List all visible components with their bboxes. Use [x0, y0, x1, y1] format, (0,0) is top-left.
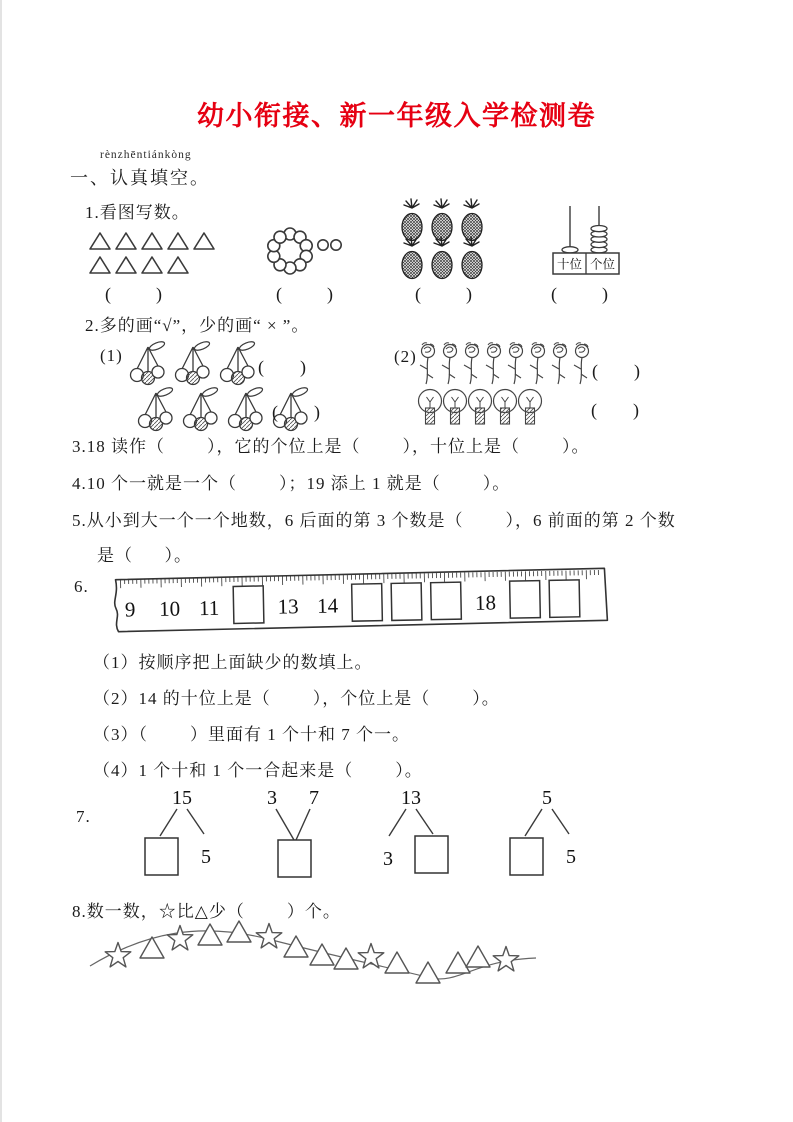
- q5-text-line2: 是（ ）。: [97, 546, 192, 565]
- q2-bulbs-blank[interactable]: ( ): [591, 400, 639, 420]
- svg-text:18: 18: [474, 590, 497, 615]
- svg-text:5: 5: [542, 787, 552, 809]
- q2-sub2-label: (2): [394, 347, 417, 366]
- q6-sub3: （3）（ ）里面有 1 个十和 7 个一。: [93, 725, 410, 744]
- svg-text:10: 10: [158, 596, 181, 621]
- q7-bond-1[interactable]: [136, 784, 228, 882]
- q1-triangles-figure: [86, 228, 236, 280]
- svg-text:9: 9: [124, 597, 136, 622]
- q1-label: 1.看图写数。: [85, 203, 190, 222]
- q6-sub4: （4）1 个十和 1 个一合起来是（ ）。: [93, 761, 423, 780]
- section-heading-pinyin: rènzhēntiánkòng: [100, 149, 192, 161]
- q2-roses-figure: [418, 341, 596, 391]
- q1-answer-blank-2[interactable]: ( ): [276, 284, 333, 304]
- q3-text: 3.18 读作（ ），它的个位上是（ ），十位上是（ ）。: [72, 437, 590, 456]
- q7-bond-4[interactable]: [501, 784, 593, 882]
- q8-wave-figure: [86, 918, 546, 998]
- q4-text: 4.10 个一就是一个（ ）；19 添上 1 就是（ ）。: [72, 474, 511, 493]
- svg-text:13: 13: [401, 787, 421, 809]
- q1-answer-blank-3[interactable]: ( ): [415, 284, 472, 304]
- section-heading: 一、认真填空。: [70, 168, 210, 188]
- svg-text:14: 14: [316, 593, 339, 618]
- svg-text:11: 11: [198, 595, 220, 621]
- q6-number: 6.: [74, 577, 89, 596]
- q7-number: 7.: [76, 807, 91, 826]
- svg-text:15: 15: [172, 787, 192, 809]
- q1-pineapples-figure: [396, 198, 491, 283]
- q1-abacus-figure: [545, 203, 637, 281]
- q2-cherries-top-blank[interactable]: ( ): [258, 357, 306, 377]
- q1-answer-blank-4[interactable]: ( ): [551, 284, 608, 304]
- svg-text:个位: 个位: [589, 257, 616, 272]
- svg-text:3: 3: [383, 848, 393, 870]
- q1-circles-figure: [263, 226, 353, 278]
- svg-text:7: 7: [309, 787, 319, 809]
- q5-text-line1: 5.从小到大一个一个地数，6 后面的第 3 个数是（ ），6 前面的第 2 个数: [72, 511, 676, 530]
- page-left-edge: [0, 0, 2, 1122]
- svg-text:5: 5: [201, 846, 211, 868]
- q1-answer-blank-1[interactable]: ( ): [105, 284, 162, 304]
- q2-cherries-bottom-blank[interactable]: ( ): [272, 402, 320, 422]
- q8-label: 8.数一数，☆比△少（ ）个。: [72, 902, 341, 921]
- q2-bulbs-figure: [418, 388, 546, 430]
- q6-ruler-figure[interactable]: [107, 563, 616, 641]
- q2-sub1-label: (1): [100, 346, 123, 365]
- q7-bond-3[interactable]: [365, 784, 457, 882]
- q2-roses-blank[interactable]: ( ): [592, 361, 640, 381]
- svg-text:13: 13: [277, 594, 299, 619]
- svg-text:十位: 十位: [556, 257, 583, 272]
- q7-bond-2[interactable]: [250, 784, 342, 882]
- q2-cherries-top-figure: [122, 342, 267, 390]
- q2-label: 2.多的画“√”，少的画“ × ”。: [85, 316, 310, 335]
- page-title: 幼小衔接、新一年级入学检测卷: [197, 101, 596, 131]
- svg-text:3: 3: [267, 787, 277, 809]
- q6-sub1: （1）按顺序把上面缺少的数填上。: [93, 653, 373, 672]
- svg-text:5: 5: [566, 846, 576, 868]
- q6-sub2: （2）14 的十位上是（ ），个位上是（ ）。: [93, 689, 500, 708]
